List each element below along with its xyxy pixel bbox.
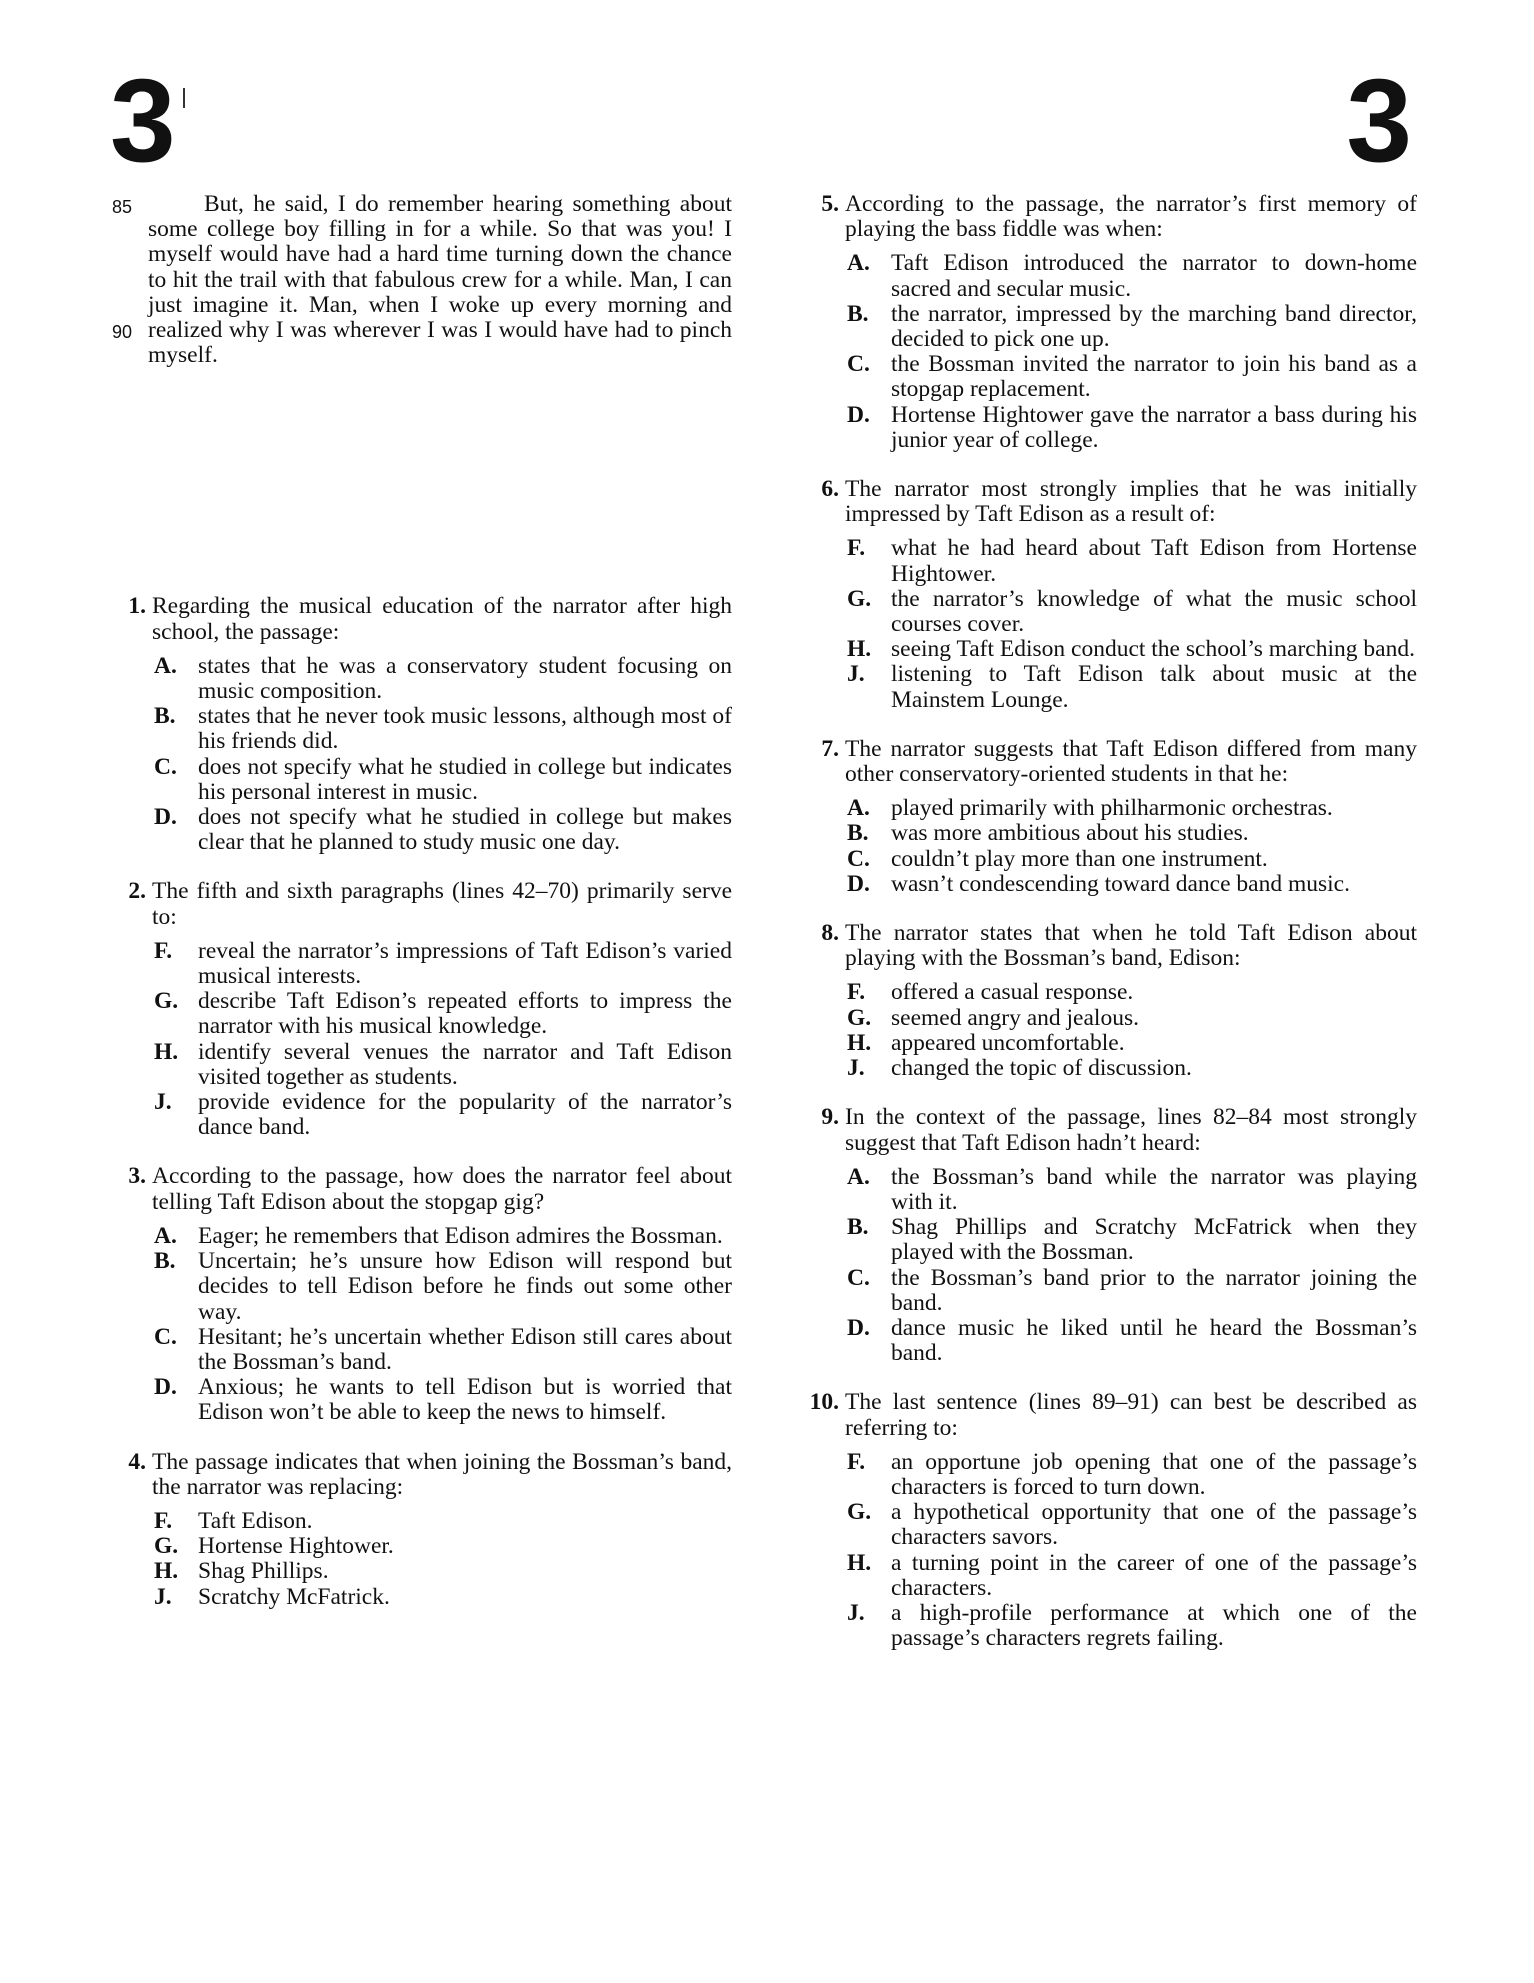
answer-option-h[interactable]: [845, 1031, 1417, 1056]
option-text: the Bossman’s band prior to the narrator joining the band.: [891, 1264, 1417, 1316]
section-number-left: 3: [110, 55, 174, 187]
answer-option-g[interactable]: [152, 989, 732, 1039]
option-letter: H.: [154, 1038, 179, 1065]
question-stem: The narrator most strongly implies that he was initially impressed by Taft Edison as a result of:: [845, 476, 1417, 528]
left-column: [112, 192, 732, 1634]
answer-option-b[interactable]: [845, 1215, 1417, 1265]
option-text: identify several venues the narrator and Taft Edison visited together as students.: [198, 1038, 732, 1090]
option-letter: F.: [847, 979, 866, 1006]
answer-option-h[interactable]: [152, 1040, 732, 1090]
option-text: the narrator’s knowledge of what the music school courses cover.: [891, 585, 1417, 638]
question-number: 6.: [821, 476, 839, 503]
option-text: provide evidence for the popularity of the narrator’s dance band.: [198, 1089, 732, 1141]
answer-option-a[interactable]: [845, 251, 1417, 301]
answer-option-b[interactable]: [152, 704, 732, 754]
option-text: does not specify what he studied in college but indicates his personal interest in music.: [198, 753, 732, 805]
question-stem: The fifth and sixth paragraphs (lines 42–70) primarily serve to:: [152, 878, 732, 930]
line-number-85: 85: [112, 197, 133, 217]
answer-option-a[interactable]: [152, 654, 732, 704]
option-text: states that he never took music lessons, although most of his friends did.: [198, 703, 732, 755]
question-number: 3.: [128, 1163, 146, 1190]
option-letter: C.: [154, 753, 177, 780]
section-number-right: 3: [1346, 55, 1410, 187]
option-text: seemed angry and jealous.: [891, 1004, 1139, 1031]
option-text: couldn’t play more than one instrument.: [891, 845, 1268, 872]
answer-option-f[interactable]: [845, 536, 1417, 586]
answer-option-d[interactable]: [152, 805, 732, 855]
option-text: wasn’t condescending toward dance band music.: [891, 870, 1350, 897]
option-text: an opportune job opening that one of the passage’s characters is forced to turn down.: [891, 1448, 1417, 1500]
option-letter: H.: [847, 1029, 872, 1056]
option-letter: C.: [154, 1323, 177, 1350]
question-stem: The passage indicates that when joining the Bossman’s band, the narrator was replacing:: [152, 1448, 732, 1500]
answer-option-c[interactable]: [845, 352, 1417, 402]
option-text: Taft Edison introduced the narrator to down-home sacred and secular music.: [891, 250, 1417, 302]
question-stem: In the context of the passage, lines 82–84 most strongly suggest that Taft Edison hadn’t heard:: [845, 1104, 1417, 1156]
option-letter: F.: [847, 535, 866, 562]
option-letter: J.: [847, 1055, 865, 1082]
option-text: appeared uncomfortable.: [891, 1029, 1125, 1056]
question-stem: According to the passage, the narrator’s first memory of playing the bass fiddle was when:: [845, 191, 1417, 243]
answer-option-g[interactable]: [152, 1534, 732, 1559]
option-letter: A.: [847, 250, 870, 277]
option-text: the Bossman invited the narrator to join his band as a stopgap replacement.: [891, 351, 1417, 403]
answer-option-c[interactable]: [845, 1266, 1417, 1316]
question-number: 9.: [821, 1104, 839, 1131]
answer-option-g[interactable]: [845, 1006, 1417, 1031]
option-text: listening to Taft Edison talk about music at the Mainstem Lounge.: [891, 661, 1417, 713]
option-letter: B.: [847, 820, 869, 847]
option-text: played primarily with philharmonic orchestras.: [891, 795, 1333, 822]
question-number: 2.: [128, 878, 146, 905]
option-text: a high-profile performance at which one of the passage’s characters regrets failing.: [891, 1599, 1417, 1652]
question-6: [805, 477, 1417, 713]
option-letter: F.: [154, 1507, 173, 1534]
option-letter: D.: [154, 1374, 177, 1401]
option-letter: F.: [154, 937, 173, 964]
question-5: [805, 192, 1417, 453]
option-letter: G.: [154, 1533, 179, 1560]
option-text: Eager; he remembers that Edison admires the Bossman.: [198, 1222, 723, 1249]
answer-option-j[interactable]: [152, 1090, 732, 1140]
answer-option-d[interactable]: [845, 872, 1417, 897]
option-letter: D.: [154, 804, 177, 831]
question-stem: The last sentence (lines 89–91) can best be described as referring to:: [845, 1389, 1417, 1441]
question-stem: Regarding the musical education of the narrator after high school, the passage:: [152, 593, 732, 645]
question-7: [805, 737, 1417, 897]
answer-option-a[interactable]: [845, 796, 1417, 821]
right-column: [805, 192, 1417, 1675]
question-10: [805, 1390, 1417, 1651]
option-letter: B.: [847, 1214, 869, 1241]
option-text: changed the topic of discussion.: [891, 1055, 1192, 1082]
option-text: seeing Taft Edison conduct the school’s marching band.: [891, 636, 1415, 663]
question-number: 5.: [821, 191, 839, 217]
question-3: [112, 1164, 732, 1425]
question-number: 10.: [809, 1389, 839, 1416]
answer-option-f[interactable]: [152, 939, 732, 989]
line-number-90: 90: [112, 322, 133, 342]
option-letter: D.: [847, 870, 870, 897]
option-text: states that he was a conservatory student focusing on music composition.: [198, 652, 732, 705]
option-letter: A.: [847, 795, 870, 822]
option-letter: H.: [154, 1558, 179, 1585]
option-letter: J.: [847, 1599, 865, 1626]
option-letter: B.: [847, 300, 869, 327]
answer-option-d[interactable]: [152, 1375, 732, 1425]
answer-option-j[interactable]: [845, 662, 1417, 712]
option-text: was more ambitious about his studies.: [891, 820, 1249, 847]
answer-option-a[interactable]: [845, 1165, 1417, 1215]
answer-option-j[interactable]: [845, 1601, 1417, 1651]
question-2: [112, 879, 732, 1140]
answer-option-a[interactable]: [152, 1224, 732, 1249]
answer-option-c[interactable]: [152, 1325, 732, 1375]
option-text: Anxious; he wants to tell Edison but is worried that Edison won’t be able to keep the news to himself.: [198, 1374, 732, 1426]
option-text: describe Taft Edison’s repeated efforts to impress the narrator with his musical knowledge.: [198, 988, 732, 1040]
question-4: [112, 1450, 732, 1610]
question-number: 8.: [821, 920, 839, 947]
option-letter: A.: [154, 652, 177, 679]
option-letter: C.: [847, 351, 870, 378]
option-letter: A.: [154, 1222, 177, 1249]
option-text: reveal the narrator’s impressions of Taft Edison’s varied musical interests.: [198, 937, 732, 990]
question-number: 1.: [128, 593, 146, 620]
option-text: dance music he liked until he heard the Bossman’s band.: [891, 1314, 1417, 1367]
option-text: does not specify what he studied in college but makes clear that he planned to study music one day.: [198, 804, 732, 856]
option-text: Taft Edison.: [198, 1507, 313, 1534]
question-number: 7.: [821, 735, 839, 762]
option-text: offered a casual response.: [891, 979, 1134, 1006]
option-text: Shag Phillips.: [198, 1558, 329, 1585]
margin-tick: [183, 88, 185, 108]
option-text: Uncertain; he’s unsure how Edison will respond but decides to tell Edison before he finds out some other way.: [198, 1248, 732, 1325]
passage-excerpt: [112, 192, 732, 368]
option-text: the narrator, impressed by the marching band director, decided to pick one up.: [891, 300, 1417, 353]
option-letter: G.: [847, 585, 872, 612]
option-text: Scratchy McFatrick.: [198, 1583, 390, 1610]
question-number: 4.: [128, 1448, 146, 1475]
question-stem: The narrator states that when he told Taft Edison about playing with the Bossman’s band, Edison:: [845, 920, 1417, 972]
answer-option-b[interactable]: [845, 821, 1417, 846]
question-8: [805, 921, 1417, 1081]
answer-option-h[interactable]: [845, 637, 1417, 662]
option-letter: C.: [847, 845, 870, 872]
passage-paragraph: But, he said, I do remember hearing something about some college boy filling in for a while. So that was you! I myself would have had a hard time turning down the chance to hit the trail with that fabulous crew for a while. Man, I can just imagine it. Man, when I woke up every morning and realized why I was wherever I was I would have had to pinch myself.: [148, 191, 732, 369]
answer-option-g[interactable]: [845, 1500, 1417, 1550]
answer-option-f[interactable]: [845, 1450, 1417, 1500]
option-text: Hesitant; he’s uncertain whether Edison still cares about the Bossman’s band.: [198, 1323, 732, 1375]
option-letter: J.: [847, 661, 865, 688]
option-letter: H.: [847, 636, 872, 663]
answer-option-b[interactable]: [152, 1249, 732, 1325]
option-text: Hortense Hightower.: [198, 1533, 394, 1560]
option-text: a hypothetical opportunity that one of the passage’s characters savors.: [891, 1499, 1417, 1551]
answer-option-j[interactable]: [845, 1056, 1417, 1081]
answer-option-h[interactable]: [845, 1551, 1417, 1601]
option-text: the Bossman’s band while the narrator was playing with it.: [891, 1163, 1417, 1215]
option-letter: F.: [847, 1448, 866, 1475]
answer-option-b[interactable]: [845, 302, 1417, 352]
answer-option-d[interactable]: [845, 403, 1417, 453]
option-letter: G.: [847, 1004, 872, 1031]
answer-option-h[interactable]: [152, 1559, 732, 1584]
option-letter: A.: [847, 1163, 870, 1190]
option-letter: B.: [154, 703, 176, 730]
option-letter: D.: [847, 1314, 870, 1341]
answer-option-f[interactable]: [152, 1509, 732, 1534]
question-stem: According to the passage, how does the narrator feel about telling Taft Edison about the stopgap gig?: [152, 1163, 732, 1215]
option-letter: G.: [847, 1499, 872, 1526]
option-letter: J.: [154, 1583, 172, 1610]
answer-option-d[interactable]: [845, 1316, 1417, 1366]
option-letter: C.: [847, 1264, 870, 1291]
answer-option-f[interactable]: [845, 980, 1417, 1005]
answer-option-c[interactable]: [845, 847, 1417, 872]
option-letter: D.: [847, 401, 870, 428]
option-text: a turning point in the career of one of the passage’s characters.: [891, 1549, 1417, 1601]
option-letter: B.: [154, 1248, 176, 1275]
option-text: what he had heard about Taft Edison from Hortense Hightower.: [891, 535, 1417, 587]
option-letter: J.: [154, 1089, 172, 1116]
option-text: Shag Phillips and Scratchy McFatrick when they played with the Bossman.: [891, 1214, 1417, 1266]
question-1: [112, 594, 732, 855]
option-letter: G.: [154, 988, 179, 1015]
option-text: Hortense Hightower gave the narrator a bass during his junior year of college.: [891, 401, 1417, 453]
question-stem: The narrator suggests that Taft Edison differed from many other conservatory-oriented students in that he:: [845, 735, 1417, 788]
answer-option-g[interactable]: [845, 587, 1417, 637]
answer-option-j[interactable]: [152, 1585, 732, 1610]
answer-option-c[interactable]: [152, 755, 732, 805]
option-letter: H.: [847, 1549, 872, 1576]
question-9: [805, 1105, 1417, 1366]
